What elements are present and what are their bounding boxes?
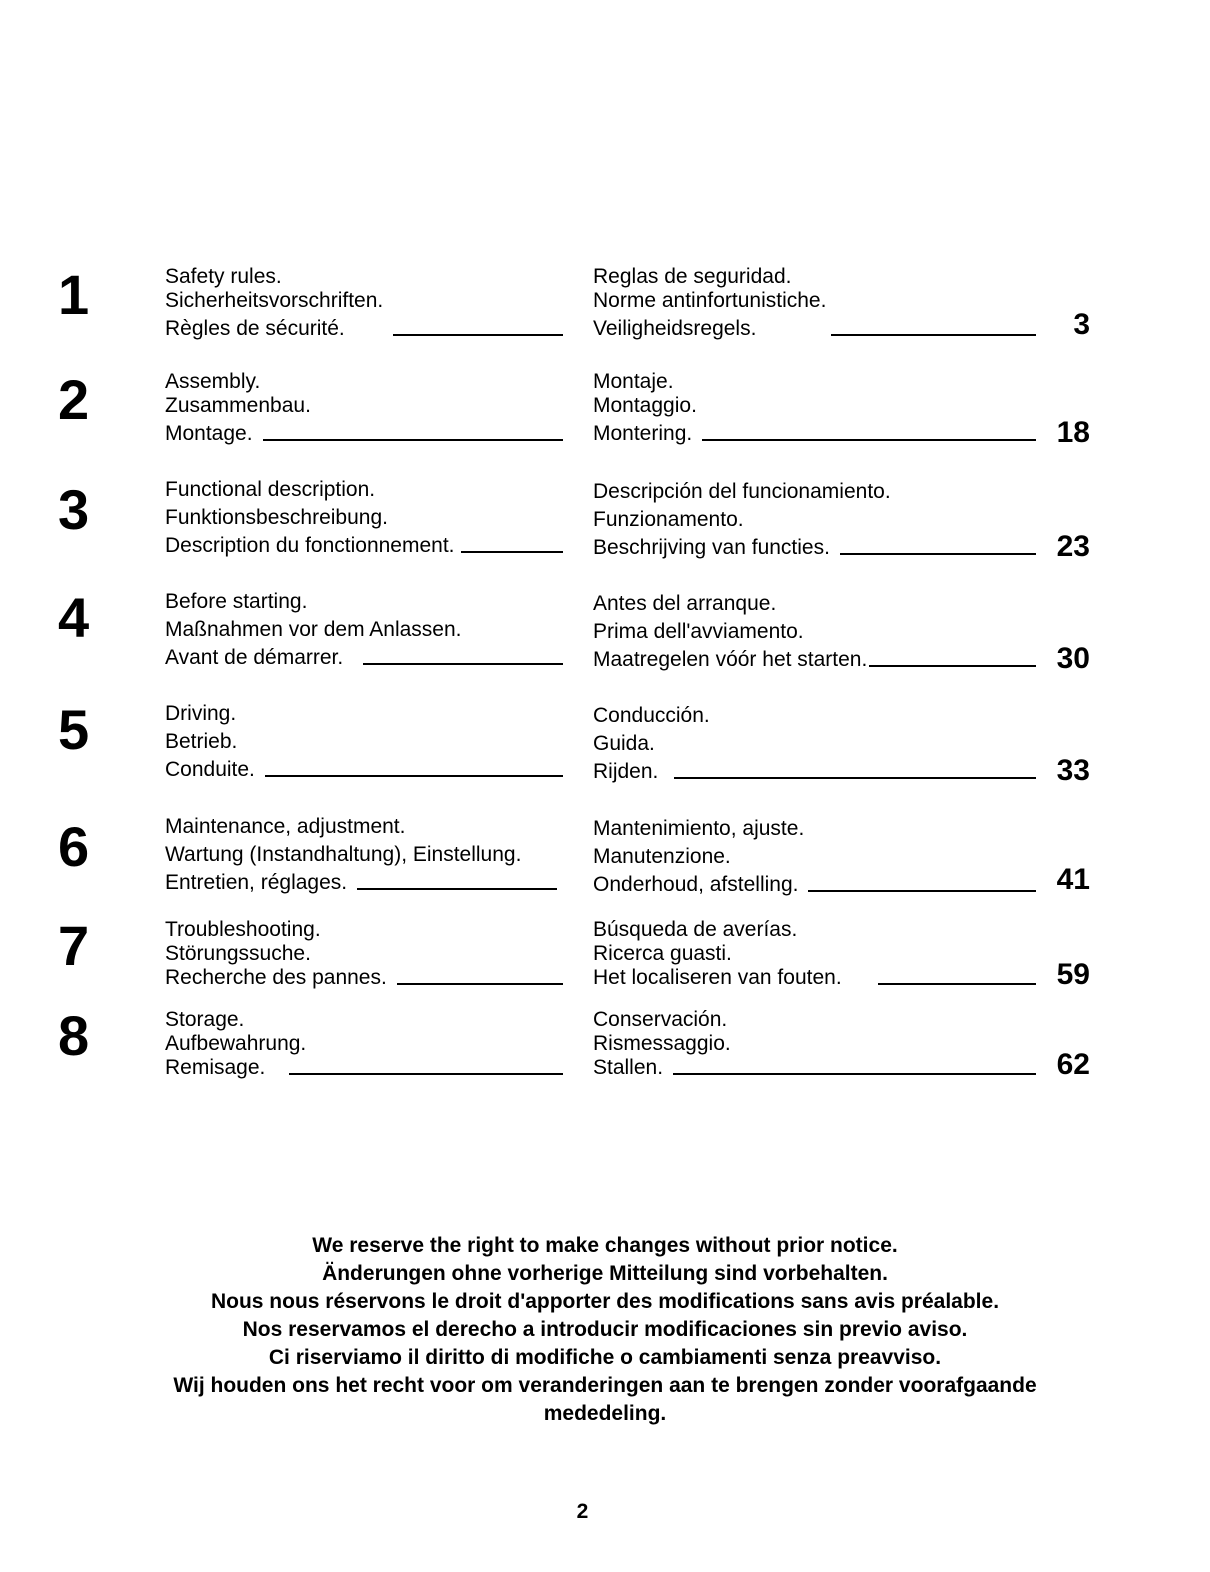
toc-line: Het localiseren van fouten. — [593, 966, 1038, 990]
leader-line — [808, 890, 1036, 892]
toc-line: Zusammenbau. — [165, 394, 311, 417]
notice-line: Nous nous réservons le droit d'apporter des modifications sans avis préalable. — [210, 1290, 1000, 1313]
leader-line — [840, 553, 1036, 555]
page-reference: 18 — [1056, 416, 1090, 449]
right-column — [593, 918, 1038, 990]
toc-line: Búsqueda de averías. — [593, 918, 798, 941]
toc-line: Recherche des pannes. — [165, 966, 565, 990]
notice-block — [0, 1232, 1210, 1428]
toc-line: Conducción. — [593, 704, 710, 727]
toc-line: Before starting. — [165, 590, 308, 613]
section-number: 2 — [58, 368, 90, 431]
notice-line: We reserve the right to make changes without prior notice. — [312, 1234, 898, 1257]
toc-line: Conservación. — [593, 1008, 728, 1031]
toc-line: Conduite. — [165, 758, 565, 782]
right-column — [593, 478, 1038, 560]
page-reference: 59 — [1056, 958, 1090, 991]
left-column — [165, 918, 565, 990]
page-reference: 3 — [1073, 308, 1090, 341]
notice-line: Wij houden ons het recht voor om veranderingen aan te brengen zonder voorafgaande — [173, 1374, 1037, 1397]
leader-line — [263, 439, 563, 441]
section-number: 1 — [58, 263, 90, 326]
right-column — [593, 590, 1038, 672]
leader-line — [702, 439, 1036, 441]
page-reference: 30 — [1056, 642, 1090, 675]
toc-line: Montaggio. — [593, 394, 697, 417]
left-column — [165, 590, 565, 670]
toc-line: Aufbewahrung. — [165, 1032, 307, 1055]
notice-line: Nos reservamos el derecho a introducir modificaciones sin previo aviso. — [242, 1318, 968, 1341]
left-column — [165, 478, 565, 558]
toc-line: Störungssuche. — [165, 942, 311, 965]
toc-line: Mantenimiento, ajuste. — [593, 817, 805, 840]
right-column — [593, 370, 1038, 446]
toc-line: Maßnahmen vor dem Anlassen. — [165, 618, 462, 641]
leader-line — [265, 775, 563, 777]
leader-line — [363, 663, 563, 665]
toc-line: Ricerca guasti. — [593, 942, 732, 965]
notice-line: mededeling. — [543, 1402, 667, 1425]
page-number: 2 — [576, 1500, 589, 1523]
section-number: 4 — [58, 586, 90, 649]
leader-line — [393, 334, 563, 336]
leader-line — [673, 1073, 1036, 1075]
toc-line: Antes del arranque. — [593, 592, 777, 615]
right-column — [593, 265, 1038, 341]
left-column — [165, 815, 565, 895]
leader-line — [869, 665, 1036, 667]
toc-line: Betrieb. — [165, 730, 238, 753]
toc-line: Montaje. — [593, 370, 674, 393]
leader-line — [674, 777, 1036, 779]
toc-line: Maintenance, adjustment. — [165, 815, 406, 838]
toc-line: Troubleshooting. — [165, 918, 321, 941]
toc-line: Avant de démarrer. — [165, 646, 565, 670]
page-reference: 62 — [1056, 1048, 1090, 1081]
toc-line: Rismessaggio. — [593, 1032, 731, 1055]
toc-line: Descripción del funcionamiento. — [593, 480, 891, 503]
toc-line: Driving. — [165, 702, 237, 725]
toc-line: Entretien, réglages. — [165, 871, 565, 895]
section-number: 3 — [58, 478, 90, 541]
toc-line: Functional description. — [165, 478, 376, 501]
toc-line: Description du fonctionnement. — [165, 534, 565, 558]
toc-line: Norme antinfortunistiche. — [593, 289, 827, 312]
section-number: 8 — [58, 1004, 90, 1067]
toc-line: Storage. — [165, 1008, 245, 1031]
notice-line: Änderungen ohne vorherige Mitteilung sind vorbehalten. — [322, 1262, 888, 1285]
toc-line: Manutenzione. — [593, 845, 731, 868]
toc-line: Sicherheitsvorschriften. — [165, 289, 384, 312]
toc-line: Onderhoud, afstelling. — [593, 873, 1038, 897]
leader-line — [831, 334, 1036, 336]
toc-line: Règles de sécurité. — [165, 317, 565, 341]
toc-line: Guida. — [593, 732, 655, 755]
section-number: 7 — [58, 914, 90, 977]
toc-line: Stallen. — [593, 1056, 1038, 1080]
toc-line: Rijden. — [593, 760, 1038, 784]
leader-line — [461, 551, 564, 553]
page-reference: 41 — [1056, 863, 1090, 896]
notice-line: Ci riserviamo il diritto di modifiche o cambiamenti senza preavviso. — [268, 1346, 942, 1369]
leader-line — [357, 888, 557, 890]
page-reference: 33 — [1056, 754, 1090, 787]
right-column — [593, 702, 1038, 784]
leader-line — [289, 1073, 563, 1075]
left-column — [165, 702, 565, 782]
right-column — [593, 815, 1038, 897]
toc-line: Funktionsbeschreibung. — [165, 506, 388, 529]
toc-line: Remisage. — [165, 1056, 565, 1080]
toc-line: Veiligheidsregels. — [593, 317, 1038, 341]
toc-line: Prima dell'avviamento. — [593, 620, 804, 643]
toc-line: Funzionamento. — [593, 508, 744, 531]
left-column — [165, 265, 565, 341]
leader-line — [878, 983, 1036, 985]
toc-line: Wartung (Instandhaltung), Einstellung. — [165, 843, 522, 866]
toc-line: Montage. — [165, 422, 565, 446]
left-column — [165, 370, 565, 446]
toc-line: Safety rules. — [165, 265, 282, 288]
left-column — [165, 1008, 565, 1080]
page-reference: 23 — [1056, 530, 1090, 563]
leader-line — [397, 983, 563, 985]
toc-line: Maatregelen vóór het starten. — [593, 648, 1038, 672]
toc-line: Reglas de seguridad. — [593, 265, 792, 288]
toc-line: Beschrijving van functies. — [593, 536, 1038, 560]
section-number: 6 — [58, 815, 90, 878]
right-column — [593, 1008, 1038, 1080]
section-number: 5 — [58, 698, 90, 761]
toc-line: Assembly. — [165, 370, 261, 393]
toc-line: Montering. — [593, 422, 1038, 446]
